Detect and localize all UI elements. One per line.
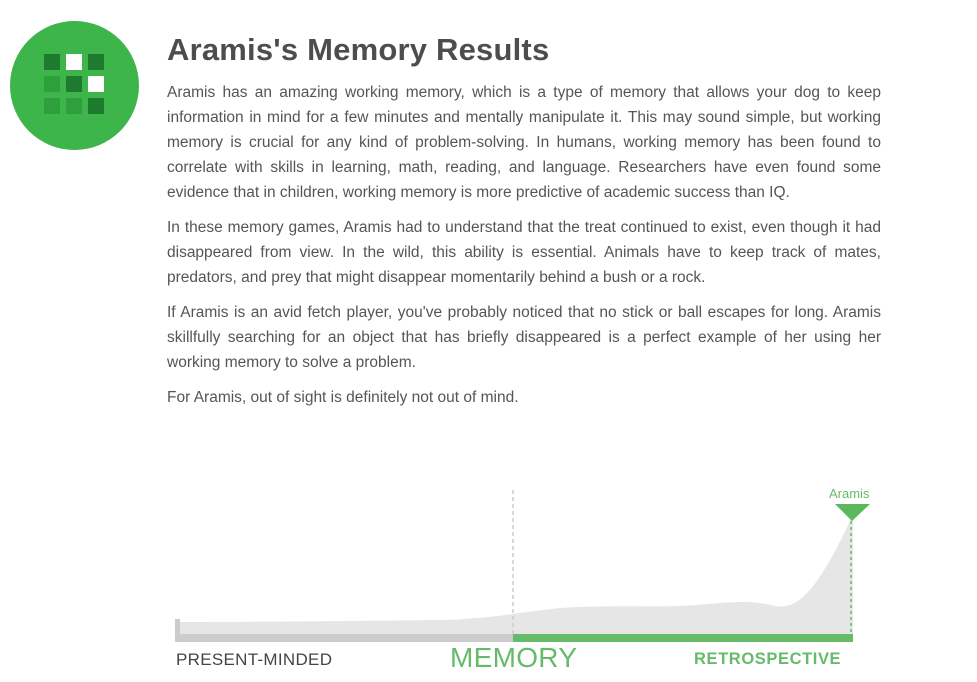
paragraph-fetch: If Aramis is an avid fetch player, you've probably noticed that no stick or ball escapes for long. Aramis skillfully searching for an object that has briefly disappeared is a perfect example of her using her working memory to solve a problem. bbox=[167, 304, 881, 371]
distribution-curve bbox=[176, 515, 853, 642]
left-end-cap bbox=[175, 619, 180, 642]
paragraph-working-memory: Aramis has an amazing working memory, which is a type of memory that allows your dog to keep information in mind for a few minutes and mentally manipulate it. This may sound simple, but working memory is crucial for any kind of problem-solving. In humans, working memory has been found to correlate with skills in learning, math, reading, and language. Researchers have even found some evidence that in children, working memory is more predictive of academic success than IQ. bbox=[167, 84, 881, 201]
paragraph-summary: For Aramis, out of sight is definitely not out of mind. bbox=[167, 389, 519, 406]
retrospective-label: RETROSPECTIVE bbox=[694, 650, 842, 668]
aramis-marker-label: Aramis bbox=[829, 486, 870, 501]
memory-bar bbox=[513, 634, 853, 642]
memory-grid-icon bbox=[10, 21, 139, 150]
paragraph-memory-games: In these memory games, Aramis had to understand that the treat continued to exist, even though it had disappeared from view. In the wild, this ability is essential. Animals have to keep track of mates, predators, and prey that might disappear momentarily behind a bush or a rock. bbox=[167, 219, 881, 286]
memory-badge bbox=[10, 21, 139, 150]
present-minded-label: PRESENT-MINDED bbox=[176, 650, 333, 669]
page-title: Aramis's Memory Results bbox=[167, 32, 550, 67]
memory-label: MEMORY bbox=[450, 642, 578, 673]
results-description bbox=[167, 80, 881, 420]
aramis-marker-icon bbox=[835, 504, 870, 521]
present-minded-bar bbox=[176, 634, 513, 642]
